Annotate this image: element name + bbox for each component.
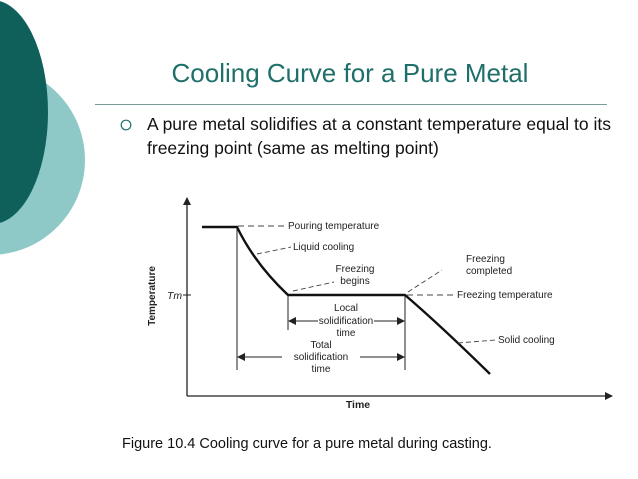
total-time-label-2: solidification: [293, 352, 349, 363]
freezing-begins-leader: [293, 282, 334, 291]
freezing-completed-label-1: Freezing: [466, 254, 505, 265]
local-time-label-2: solidification: [318, 316, 374, 327]
freezing-completed-label-2: completed: [466, 266, 513, 277]
liquid-cooling-leader: [257, 247, 291, 254]
local-time-label-3: time: [336, 328, 356, 339]
solid-cooling-label: Solid cooling: [498, 335, 555, 346]
freezing-completed-leader: [408, 270, 442, 292]
pouring-temperature-label: Pouring temperature: [288, 221, 380, 232]
total-time-label-1: Total: [310, 340, 332, 351]
x-axis-label: Time: [345, 399, 371, 411]
freezing-temperature-label: Freezing temperature: [457, 290, 553, 301]
liquid-cooling-label: Liquid cooling: [293, 242, 355, 253]
figure-caption: Figure 10.4 Cooling curve for a pure metal during casting.: [122, 436, 492, 452]
total-time-label-3: time: [311, 364, 331, 375]
local-time-label-1: Local: [334, 303, 358, 314]
tm-label: Tm: [167, 290, 183, 302]
freezing-begins-label-1: Freezing: [335, 264, 375, 275]
slide-title: Cooling Curve for a Pure Metal: [171, 58, 529, 88]
bullet-text: A pure metal solidifies at a constant temperature equal to its freezing point (same as melting point): [147, 114, 612, 158]
solid-cooling-leader: [458, 340, 496, 343]
freezing-begins-label-2: begins: [340, 276, 370, 287]
y-axis-label: Temperature: [147, 266, 158, 326]
